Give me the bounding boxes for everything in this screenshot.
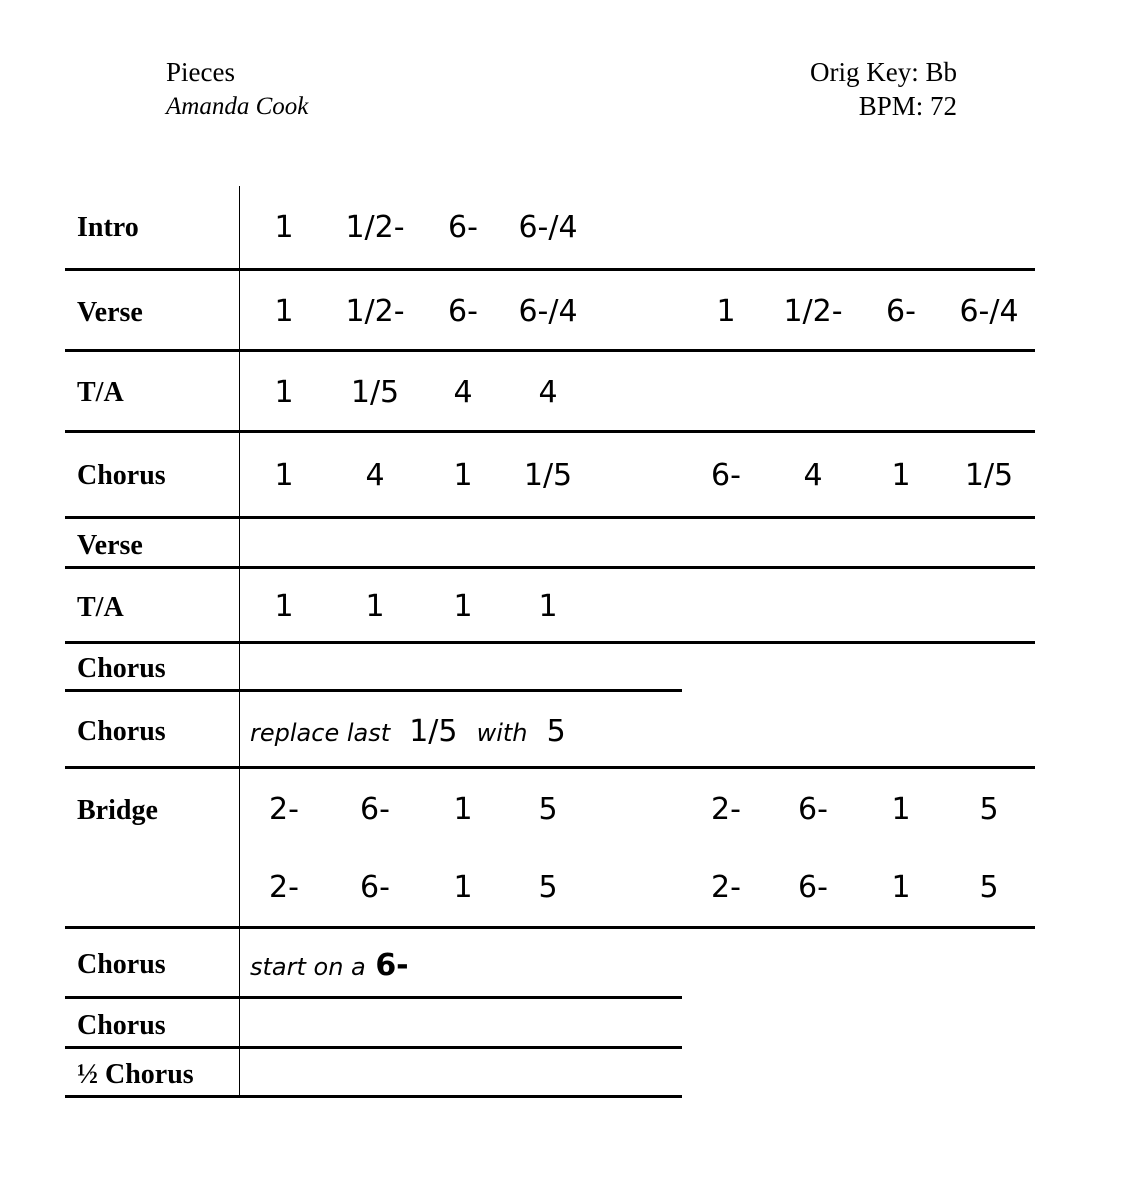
chord: 4 — [453, 375, 473, 410]
row-divider — [65, 268, 1035, 271]
row-divider — [65, 766, 1035, 769]
section-label-verse: Verse — [77, 530, 143, 561]
chord: 1 — [274, 294, 294, 329]
row-divider — [65, 516, 1035, 519]
section-label-half-chorus: ½ Chorus — [77, 1059, 194, 1090]
row-divider — [65, 1095, 682, 1098]
chord: 1 — [274, 210, 294, 245]
original-key: Orig Key: Bb — [810, 57, 957, 87]
chord: 1 — [453, 458, 473, 493]
section-label-turnaround: T/A — [77, 592, 124, 623]
chord: 6-/4 — [959, 294, 1019, 329]
chord: 5 — [979, 792, 999, 827]
chord: 4 — [803, 458, 823, 493]
chorus-instruction-note — [250, 948, 409, 983]
chord: 6-/4 — [518, 210, 578, 245]
chord: 2- — [269, 792, 299, 827]
section-label-chorus: Chorus — [77, 460, 166, 491]
row-divider — [65, 689, 682, 692]
chord: 1 — [274, 375, 294, 410]
row-divider — [65, 926, 1035, 929]
row-divider — [65, 430, 1035, 433]
chord: 6-/4 — [518, 294, 578, 329]
chord: 1 — [365, 589, 385, 624]
chord: 2- — [711, 870, 741, 905]
section-label-chorus: Chorus — [77, 716, 166, 747]
row-divider — [65, 566, 1035, 569]
chorus-instruction-note — [250, 714, 566, 749]
chord: 1 — [453, 870, 473, 905]
chord: 1 — [453, 589, 473, 624]
chord: 6- — [360, 792, 390, 827]
chord: 6- — [798, 792, 828, 827]
chord: 1 — [453, 792, 473, 827]
chord: 6- — [360, 870, 390, 905]
row-divider — [65, 349, 1035, 352]
chord: 5 — [538, 792, 558, 827]
note-chord: 1/5 — [409, 714, 458, 749]
chord: 2- — [711, 792, 741, 827]
section-label-chorus: Chorus — [77, 1010, 166, 1041]
chord: 1/5 — [350, 375, 400, 410]
chord: 1/2- — [345, 294, 405, 329]
chord: 1 — [891, 458, 911, 493]
chord: 1/2- — [345, 210, 405, 245]
chord: 6- — [448, 294, 478, 329]
note-text: start on a — [250, 953, 366, 981]
note-text: replace last — [250, 719, 391, 747]
chord: 1/5 — [964, 458, 1014, 493]
chord: 6- — [448, 210, 478, 245]
row-divider — [65, 1046, 682, 1049]
tempo-bpm: BPM: 72 — [858, 91, 957, 121]
chord: 1 — [274, 458, 294, 493]
chord: 6- — [798, 870, 828, 905]
section-label-verse: Verse — [77, 297, 143, 328]
chord: 1 — [716, 294, 736, 329]
section-label-turnaround: T/A — [77, 377, 124, 408]
section-label-chorus: Chorus — [77, 949, 166, 980]
chord: 6- — [711, 458, 741, 493]
chord: 1/2- — [783, 294, 843, 329]
song-artist: Amanda Cook — [166, 93, 309, 120]
note-chord: 5 — [546, 714, 566, 749]
chord: 1 — [274, 589, 294, 624]
chord: 5 — [538, 870, 558, 905]
note-text: with — [476, 719, 528, 747]
chord: 4 — [365, 458, 385, 493]
song-title: Pieces — [166, 57, 235, 87]
row-divider — [65, 641, 1035, 644]
chord: 6- — [886, 294, 916, 329]
chord: 4 — [538, 375, 558, 410]
chord: 2- — [269, 870, 299, 905]
chord: 1/5 — [523, 458, 573, 493]
row-divider — [65, 996, 682, 999]
section-label-bridge: Bridge — [77, 795, 158, 826]
section-label-intro: Intro — [77, 212, 139, 243]
chord: 1 — [538, 589, 558, 624]
section-label-chorus: Chorus — [77, 653, 166, 684]
chord: 1 — [891, 792, 911, 827]
chord: 5 — [979, 870, 999, 905]
chord: 1 — [891, 870, 911, 905]
note-chord: 6- — [375, 948, 409, 983]
